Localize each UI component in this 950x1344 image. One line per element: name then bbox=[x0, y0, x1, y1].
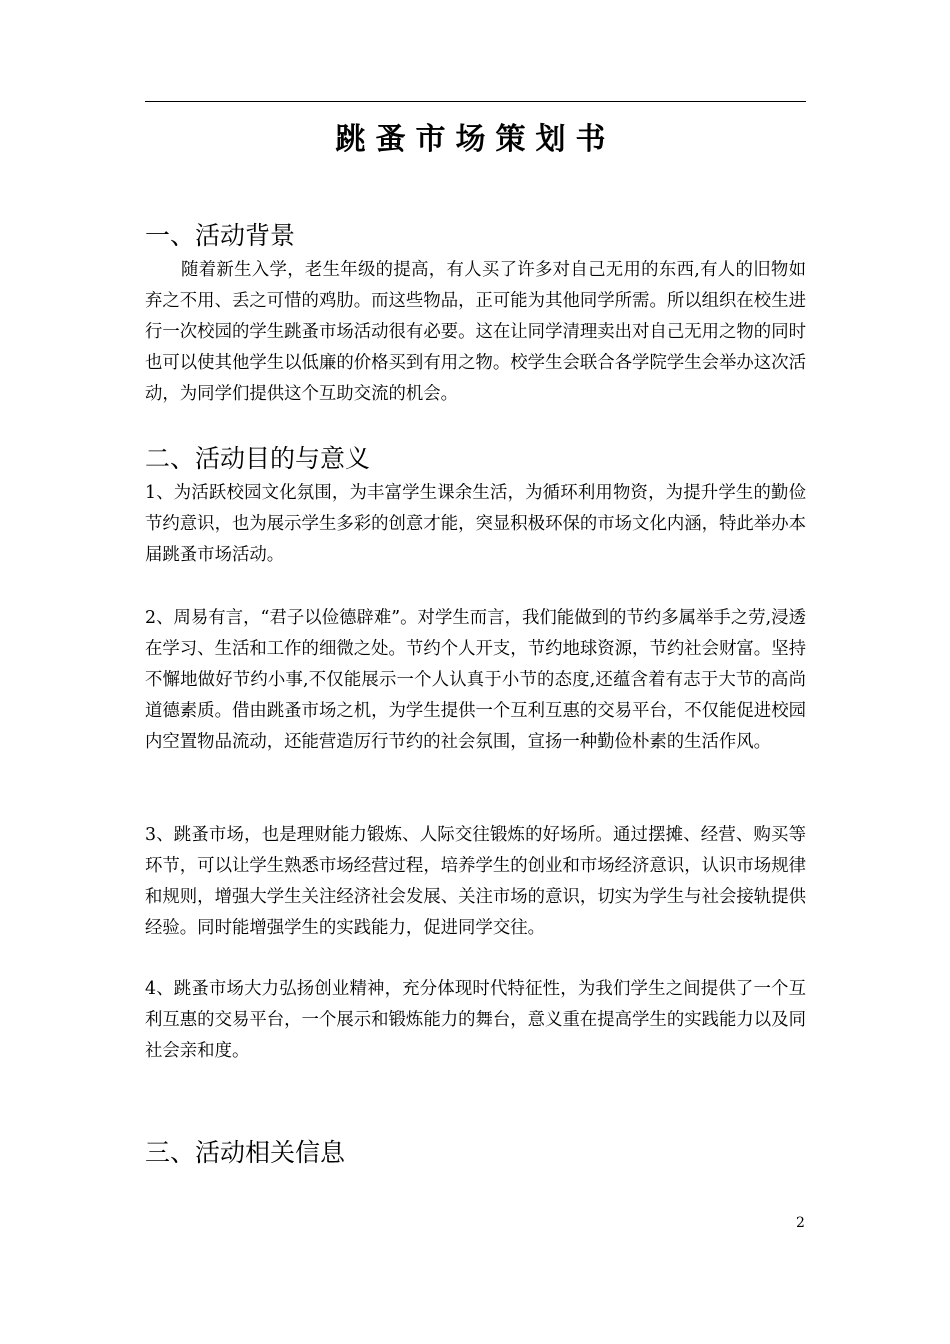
paragraph-purpose-1: 1、为活跃校园文化氛围，为丰富学生课余生活，为循环利用物资，为提升学生的勤俭节约意识，也为展示学生多彩的创意才能，突显积极环保的市场文化内涵，特此举办本届跳蚤市场活动。 bbox=[145, 483, 806, 565]
document-title: 跳蚤市场策划书 bbox=[335, 122, 616, 157]
section-heading-info: 三、活动相关信息 bbox=[145, 1138, 346, 1167]
header-rule bbox=[145, 101, 806, 102]
paragraph-purpose-2: 2、周易有言，“君子以俭德辟难”。对学生而言，我们能做到的节约多属举手之劳,浸透在学习、生活和工作的细微之处。节约个人开支，节约地球资源，节约社会财富。坚持不懈地做好节约小事,不仅能展示一个人认真于小节的态度,还蕴含着有志于大节的高尚道德素质。借由跳蚤市场之机，为学生提供一个互利互惠的交易平台，不仅能促进校园内空置物品流动，还能营造厉行节约的社会氛围，宣扬一种勤俭朴素的生活作风。 bbox=[145, 608, 806, 752]
paragraph-background: 随着新生入学，老生年级的提高，有人买了许多对自己无用的东西,有人的旧物如弃之不用、丢之可惜的鸡肋。而这些物品，正可能为其他同学所需。所以组织在校生进行一次校园的学生跳蚤市场活动很有必要。这在让同学清理卖出对自己无用之物的同时也可以使其他学生以低廉的价格买到有用之物。校学生会联合各学院学生会举办这次活动，为同学们提供这个互助交流的机会。 bbox=[145, 260, 806, 404]
paragraph-purpose-3: 3、跳蚤市场，也是理财能力锻炼、人际交往锻炼的好场所。通过摆摊、经营、购买等环节，可以让学生熟悉市场经营过程，培养学生的创业和市场经济意识，认识市场规律和规则，增强大学生关注经济社会发展、关注市场的意识，切实为学生与社会接轨提供经验。同时能增强学生的实践能力，促进同学交往。 bbox=[145, 825, 806, 938]
section-heading-background: 一、活动背景 bbox=[145, 221, 296, 250]
section-heading-purpose: 二、活动目的与意义 bbox=[145, 444, 371, 473]
paragraph-purpose-4: 4、跳蚤市场大力弘扬创业精神，充分体现时代特征性，为我们学生之间提供了一个互利互惠的交易平台，一个展示和锻炼能力的舞台，意义重在提高学生的实践能力以及同社会亲和度。 bbox=[145, 979, 806, 1061]
page-number: 2 bbox=[796, 1215, 805, 1231]
